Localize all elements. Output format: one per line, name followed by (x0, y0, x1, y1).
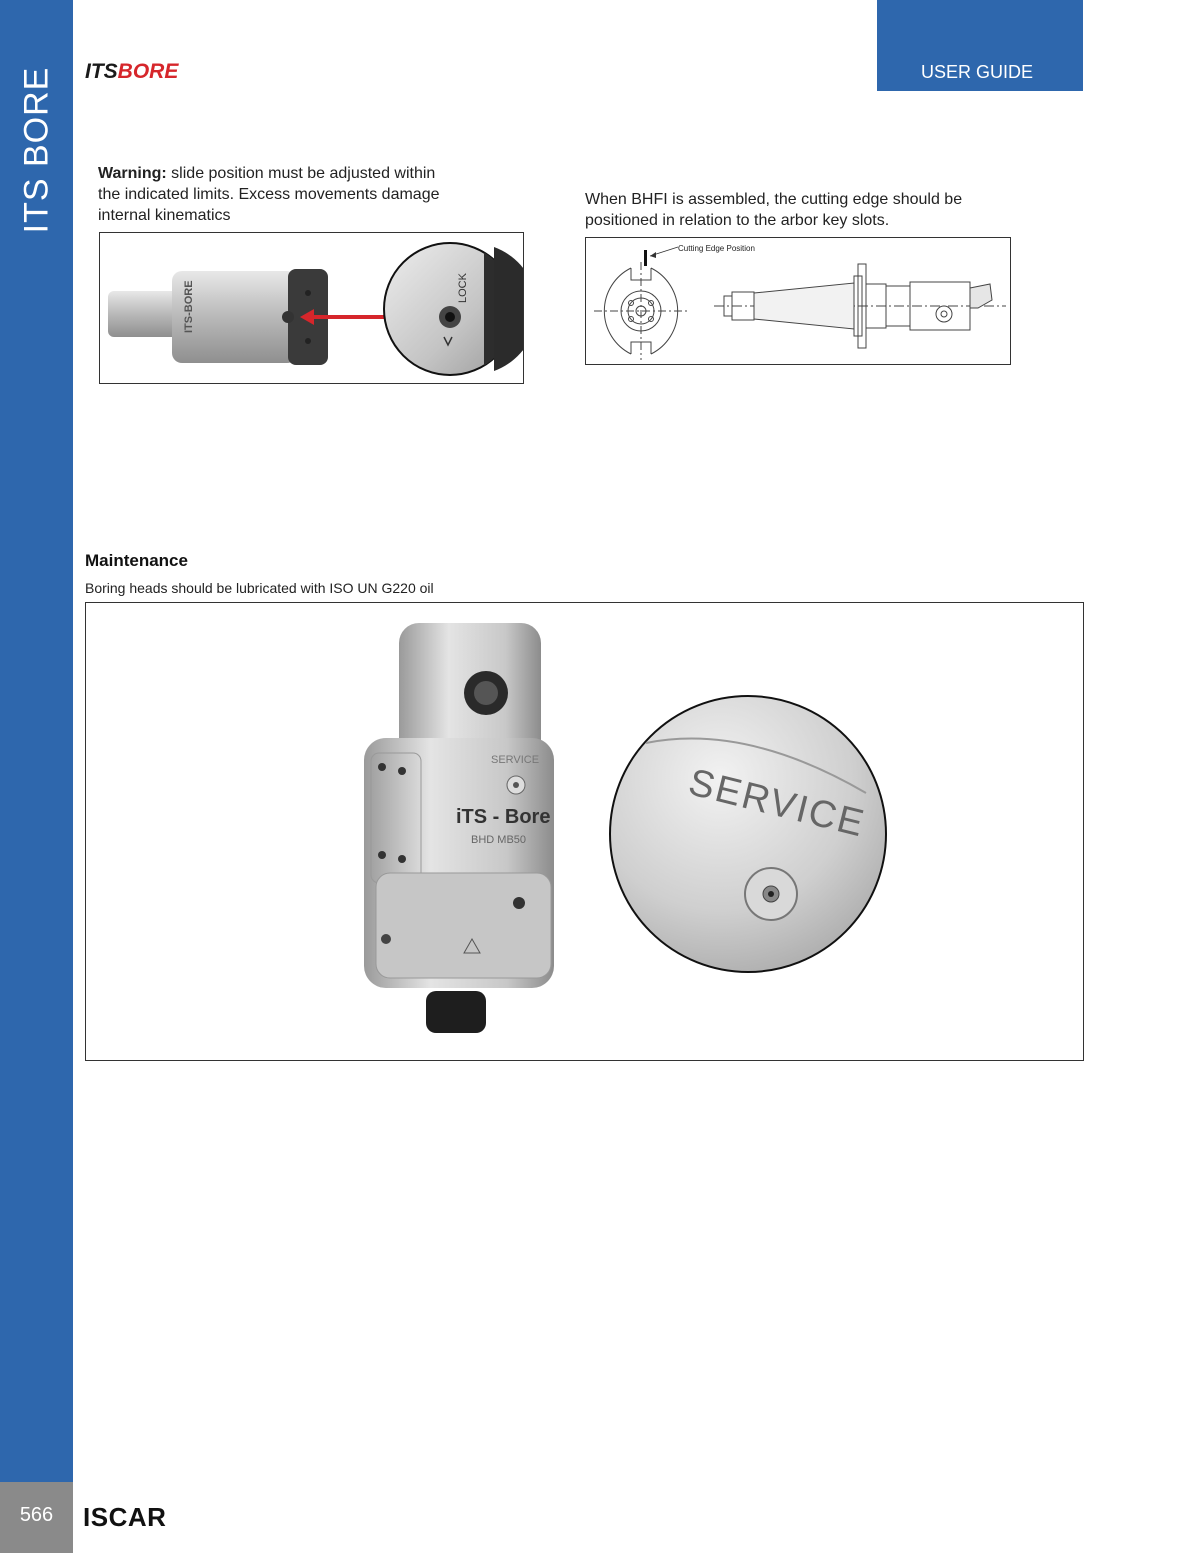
maintenance-text: Boring heads should be lubricated with ISO UN G220 oil (85, 580, 434, 596)
logo-bore: BORE (117, 60, 179, 83)
adjust-knob (426, 991, 486, 1033)
warning-label: Warning: (98, 165, 167, 182)
footer-brand: ISCAR (83, 1502, 167, 1532)
user-guide-tab (877, 0, 1083, 91)
cutting-edge-drawing (586, 238, 1011, 365)
head-brand-text: iTS - Bore (456, 806, 551, 828)
slide-position-figure (99, 232, 524, 384)
boring-head-image (86, 603, 1084, 1061)
maintenance-title: Maintenance (85, 551, 188, 570)
page-number-box (0, 1482, 73, 1553)
head-code-text: BHD MB50 (471, 834, 527, 846)
itsbore-logo (85, 60, 178, 84)
section-title: ITS BORE (17, 66, 56, 234)
cutting-edge-label: Cutting Edge Position (678, 244, 755, 253)
figure1-lock-label: LOCK (457, 273, 469, 303)
cutting-edge-marker (644, 250, 647, 266)
figure1-head-brand: ITS-BORE (183, 280, 195, 333)
maintenance-figure (85, 602, 1084, 1061)
slide-position-image (100, 233, 524, 384)
page-number: 566 (19, 1504, 54, 1526)
service-label: SERVICE (684, 761, 870, 846)
warning-text: slide position must be adjusted within the indicated limits. Excess movements damage internal kinematics (98, 165, 440, 224)
bhfi-paragraph: When BHFI is assembled, the cutting edge should be positioned in relation to the arbor key slots. (585, 191, 963, 229)
sidebar (0, 0, 73, 1482)
head-service-text: SERVICE (491, 754, 540, 766)
cutting-edge-diagram (585, 237, 1011, 365)
user-guide-label: USER GUIDE (920, 62, 1033, 82)
logo-its: ITS (85, 60, 118, 83)
warning-paragraph (98, 163, 458, 226)
